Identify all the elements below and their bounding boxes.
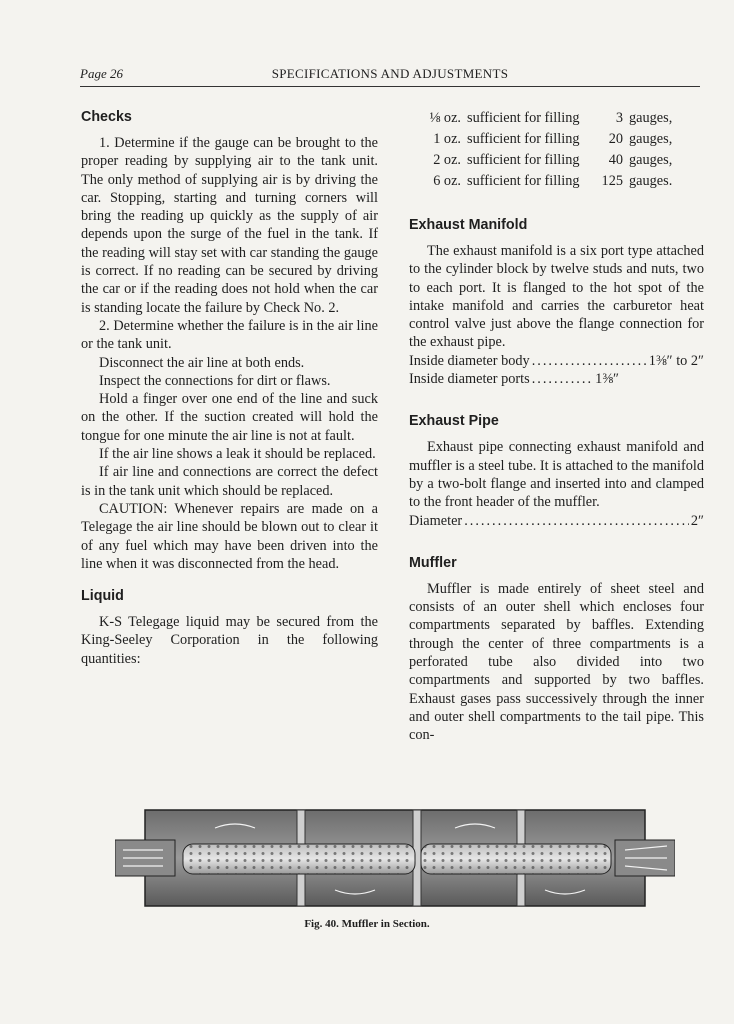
paragraph: The exhaust manifold is a six port type attached to the cylinder block by twelve studs and nuts, two to each port. It is flanged to the hot spot of the intake manifold and carries the carburetor heat control valve just above the flange connection for the exhaust pipe. [409,243,704,351]
quantity-row: 6 oz. sufficient for filling 125 gauges. [433,173,673,190]
quantity-row: ⅛ oz. sufficient for filling 3 gauges, [429,110,673,127]
page-header [80,64,700,87]
caution-paragraph: CAUTION: Whenever repairs are made on a Telegage the air line should be blown out to clear it of any fuel which may have been driven into the line when it was disconnected from the head. [81,500,378,572]
figure-caption: Fig. 40. Muffler in Section. [304,918,430,930]
paragraph: If air line and connections are correct the defect is in the tank unit which should be replaced. [81,464,378,499]
quantity-table [429,108,704,192]
liquid-heading: Liquid [81,588,124,605]
paragraph: Exhaust pipe connecting exhaust manifold and muffler is a steel tube. It is attached to the manifold by a two-bolt flange and inserted into and clamped to the front header of the muffler. [409,439,704,511]
left-column [81,108,378,668]
quantity-row: 1 oz. sufficient for filling 20 gauges, [433,131,673,148]
checks-heading: Checks [81,109,132,125]
leader-dots [532,370,593,388]
paragraph: Inspect the connections for dirt or flaws. [99,372,331,389]
exhaust-pipe-heading: Exhaust Pipe [409,413,499,430]
paragraph: Muffler is made entirely of sheet steel and consists of an outer shell which encloses four compartments separated by baffles. Extending through the center of three compartments is a perforated tube also divided into two compartments and supported by two baffles. Exhaust gases pass successively through the inner and outer shell compartments to the tail pipe. This con- [409,580,704,744]
exhaust-manifold-heading: Exhaust Manifold [409,217,528,233]
muffler-section-illustration [115,808,675,910]
paragraph: If the air line shows a leak it should be replaced. [99,446,376,463]
paragraph: Hold a finger over one end of the line and suck on the other. If the suction created will hold the tongue for one minute the air line is not at fault. [81,391,378,444]
spec-row: Inside diameter ports ..... 1⅜″ [409,370,619,388]
spec-row: Diameter ..... 2″ [409,512,704,530]
spec-row: Inside diameter body ..... 1⅜″ to 2″ [409,352,704,370]
paragraph: K-S Telegage liquid may be secured from the King-Seeley Corporation in the following quantities: [81,614,378,667]
right-column [409,108,704,745]
paragraph: 1. Determine if the gauge can be brought to the proper reading by supplying air to the tank unit. The only method of supplying air is by driving the car. Stopping, starting and turning corners will bring the reading up quickly as the supply of air depends upon the surge of the fuel in the tank. If the reading will stay set with car standing the gauge is correct. If no reading can be secured by driving the car or if the reading does not hold when the car is standing locate the failure by Check No. 2. [81,135,378,316]
paragraph: Disconnect the air line at both ends. [99,354,305,371]
page-number: Page 26 [80,66,123,81]
leader-dots [464,512,689,530]
running-title: SPECIFICATIONS AND ADJUSTMENTS [271,66,509,81]
quantity-row: 2 oz. sufficient for filling 40 gauges, [433,152,673,169]
muffler-drawing [115,808,675,910]
muffler-heading: Muffler [409,554,457,571]
paragraph: 2. Determine whether the failure is in the air line or the tank unit. [81,317,378,353]
leader-dots [532,352,647,370]
